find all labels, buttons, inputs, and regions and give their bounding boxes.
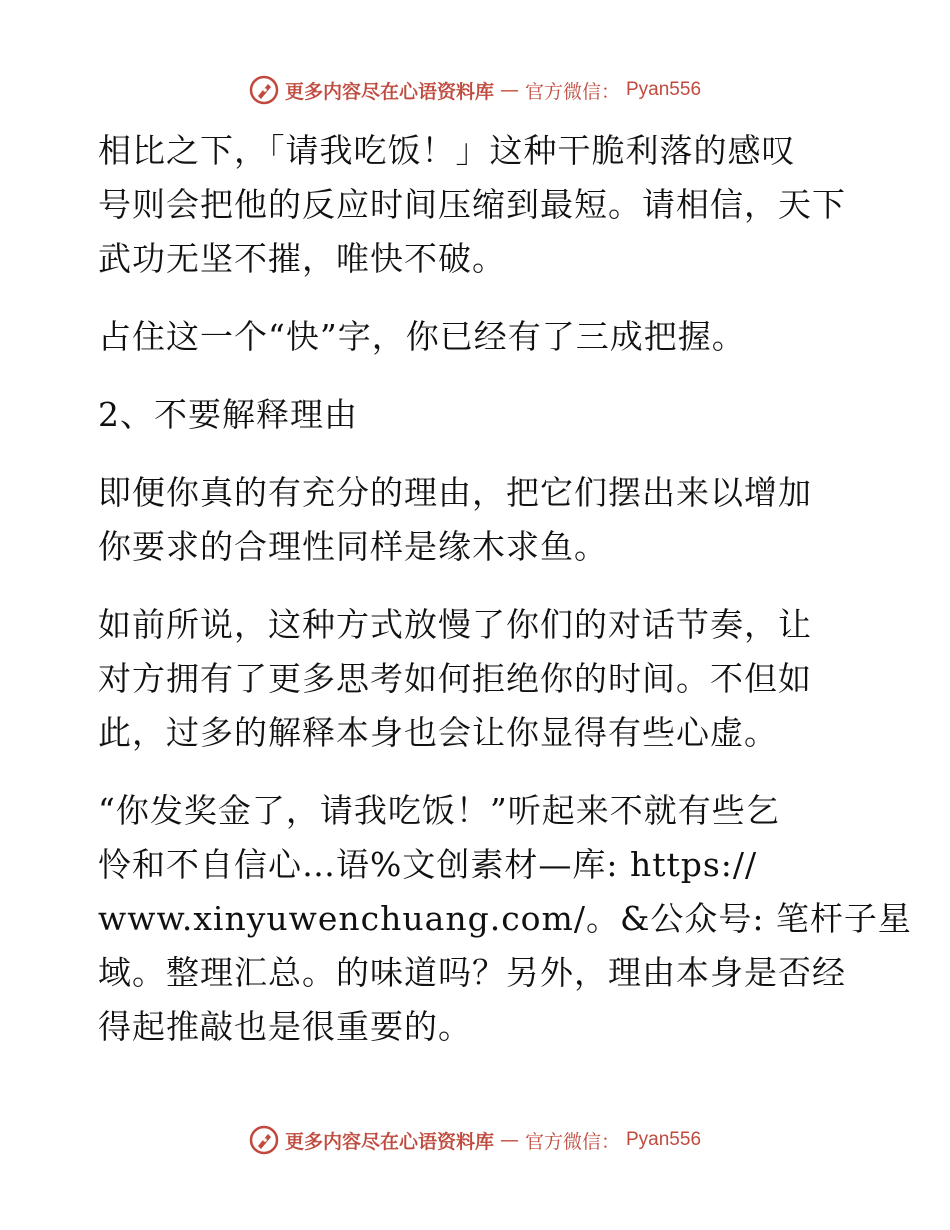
banner-title: 更多内容尽在心语资料库 [284, 80, 494, 103]
text-line: 域。整理汇总。的味道吗？另外，理由本身是否经 [98, 953, 846, 992]
text-line: 即便你真的有充分的理由，把它们摆出来以增加 [98, 473, 812, 512]
paragraph-3 [98, 466, 858, 574]
text-line: “你发奖金了，请我吃饭！”听起来不就有些乞 [98, 791, 780, 830]
text-line: 得起推敲也是很重要的。 [98, 1007, 472, 1046]
text-line: 怜和不自信心…语%文创素材—库: https:// [98, 845, 758, 884]
section-heading [98, 388, 858, 442]
banner-dash: — [499, 1129, 519, 1151]
banner-wechat-id: Pyan556 [626, 79, 702, 100]
banner-wechat-label: 官方微信： [524, 1130, 620, 1153]
paragraph-2 [98, 310, 858, 364]
footer-banner [0, 1124, 950, 1156]
document-body [98, 124, 912, 1078]
text-line: 占住这一个“快”字，你已经有了三成把握。 [98, 317, 746, 356]
heading-line: 2、不要解释理由 [98, 395, 358, 434]
banner-wechat-id: Pyan556 [626, 1129, 702, 1150]
text-line: www.xinyuwenchuang.com/。&公众号: 笔杆子星 [98, 899, 912, 938]
text-line: 此，过多的解释本身也会让你显得有些心虚。 [98, 713, 778, 752]
banner-title: 更多内容尽在心语资料库 [284, 1130, 494, 1153]
text-line: 号则会把他的反应时间压缩到最短。请相信，天下 [98, 185, 846, 224]
text-line: 对方拥有了更多思考如何拒绝你的时间。不但如 [98, 659, 812, 698]
banner-wechat-label: 官方微信： [524, 80, 620, 103]
paragraph-4 [98, 598, 858, 760]
text-line: 如前所说，这种方式放慢了你们的对话节奏，让 [98, 605, 812, 644]
pen-nib-logo-icon [249, 1125, 279, 1155]
text-line: 你要求的合理性同样是缘木求鱼。 [98, 527, 608, 566]
text-line: 武功无坚不摧，唯快不破。 [98, 239, 506, 278]
text-line: 相比之下，「请我吃饭！」这种干脆利落的感叹 [98, 131, 796, 170]
header-banner [0, 74, 950, 106]
pen-nib-logo-icon [249, 75, 279, 105]
paragraph-5 [98, 784, 912, 1054]
paragraph-1 [98, 124, 858, 286]
banner-dash: — [499, 79, 519, 101]
